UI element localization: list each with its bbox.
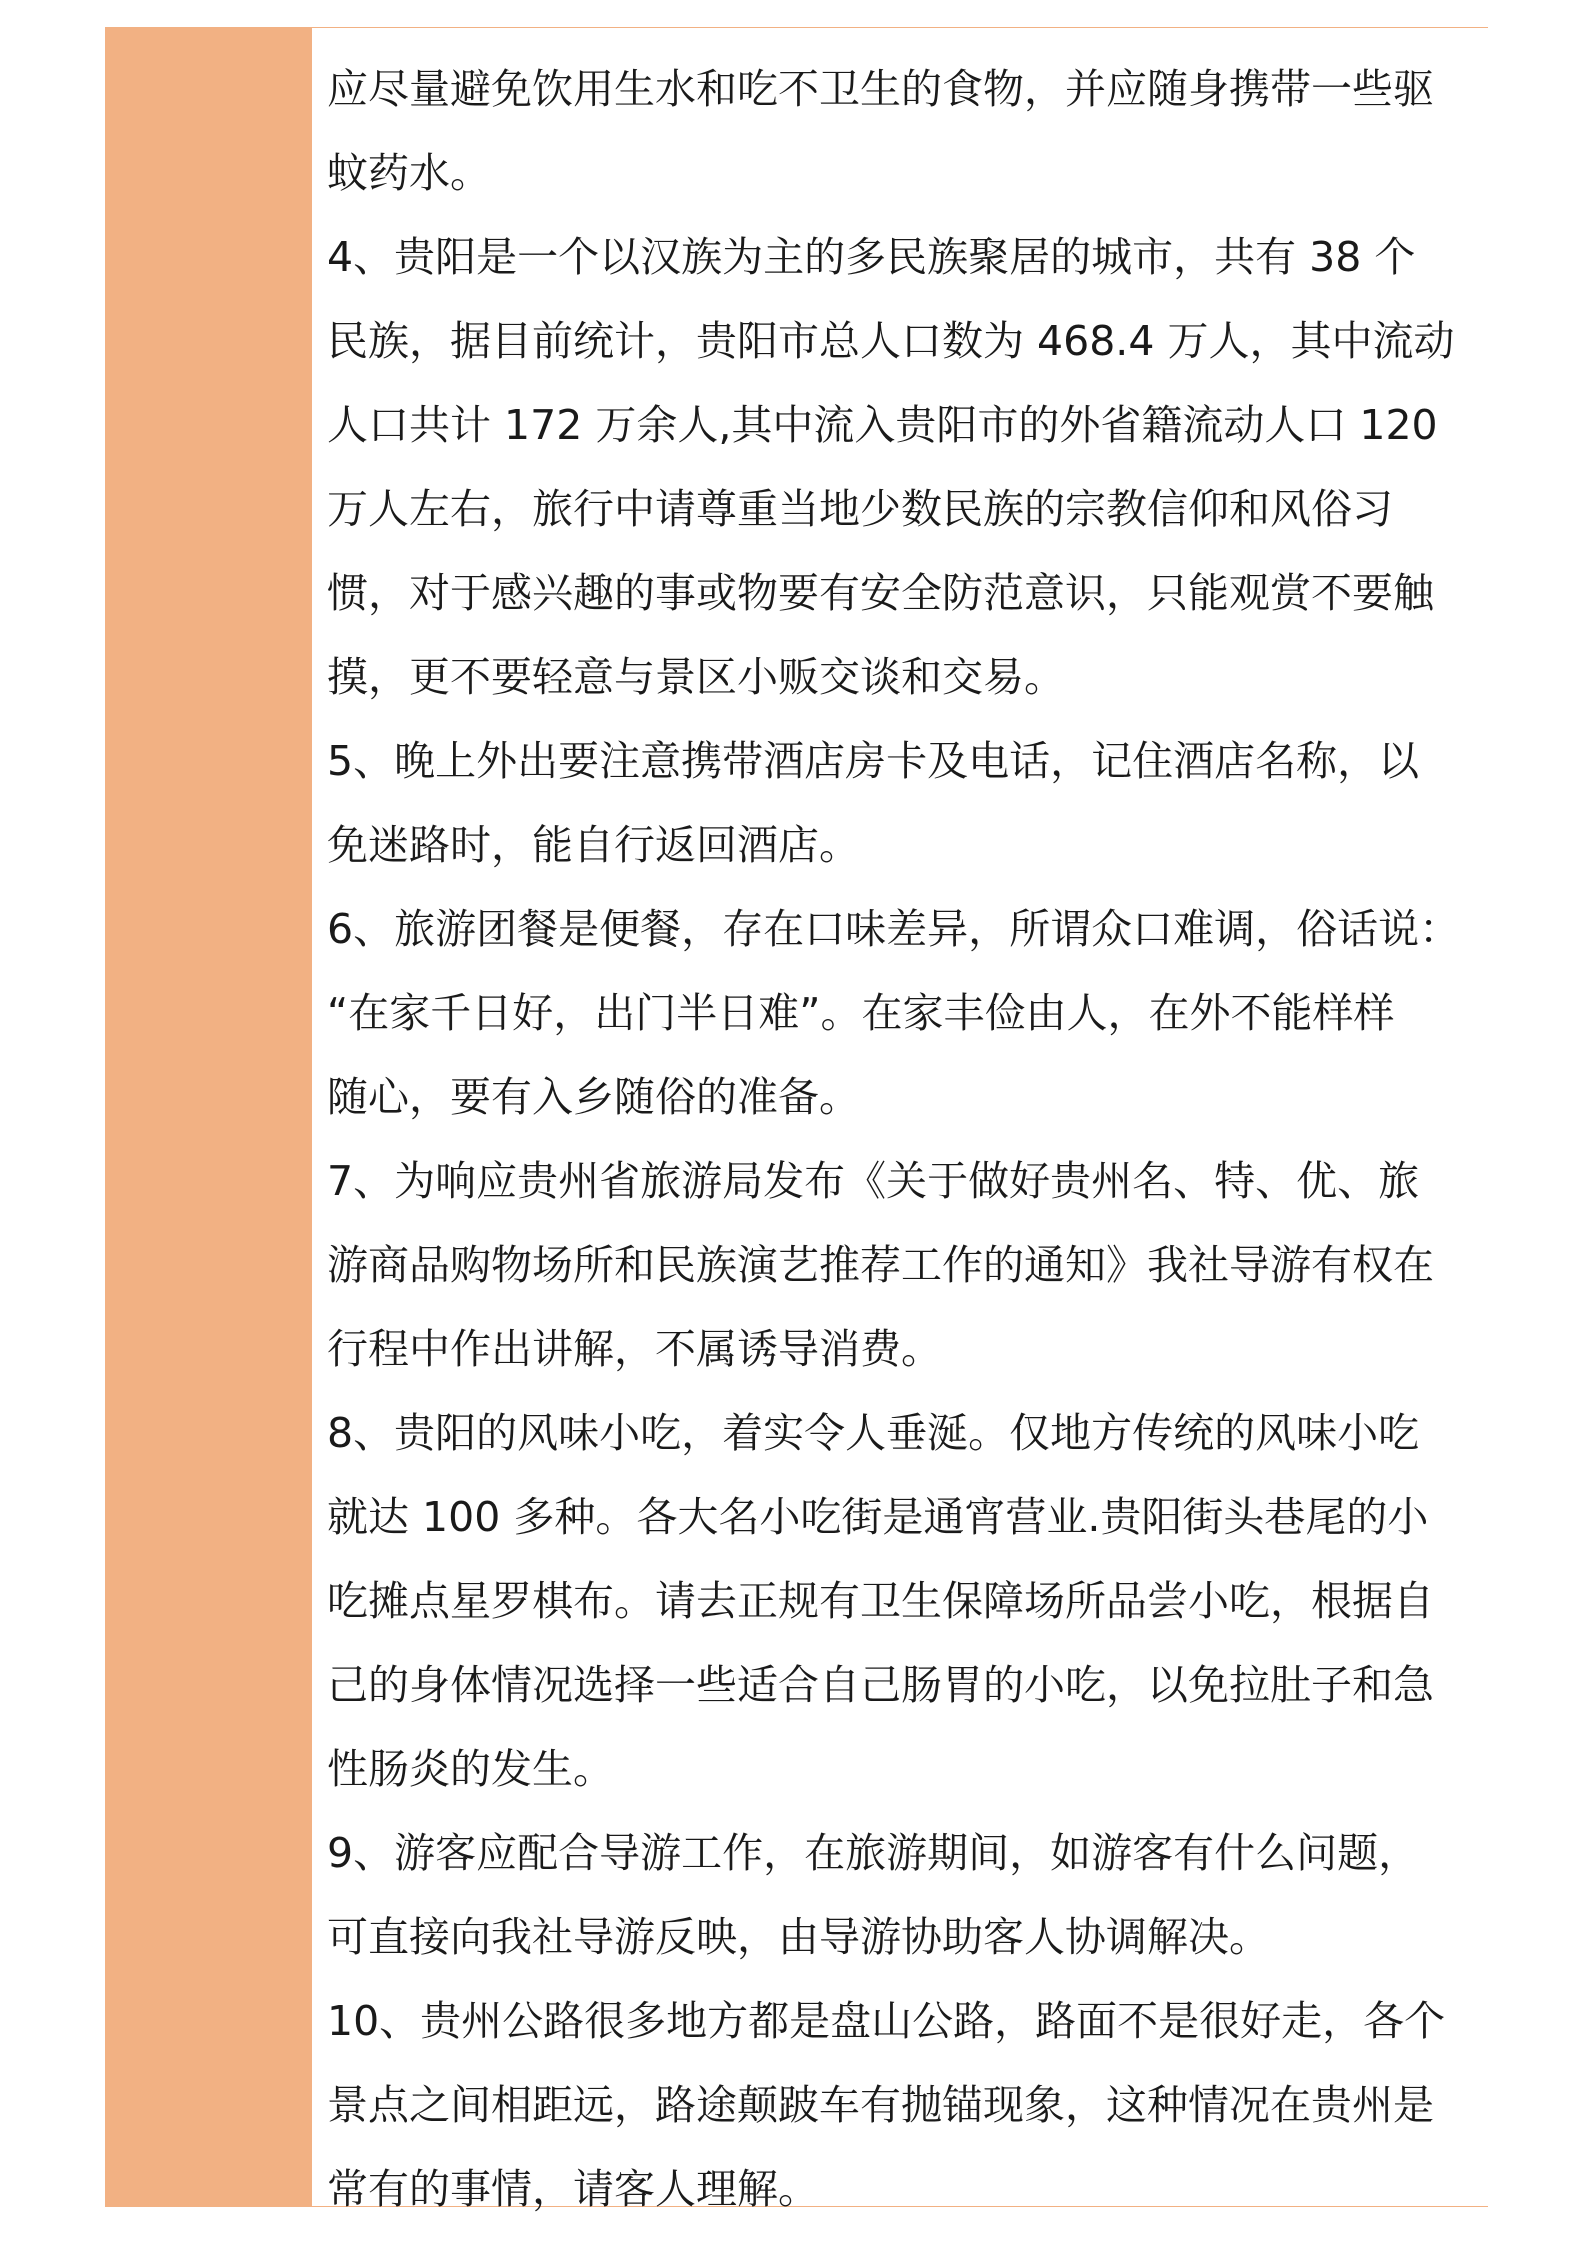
text-line: 4、贵阳是一个以汉族为主的多民族聚居的城市，共有 38 个 [327, 233, 1416, 281]
label-column-cell [105, 27, 312, 2207]
text-line: 10、贵州公路很多地方都是盘山公路，路面不是很好走，各个 [327, 1997, 1446, 2045]
text-line: 8、贵阳的风味小吃，着实令人垂涎。仅地方传统的风味小吃 [327, 1409, 1420, 1457]
text-line: 己的身体情况选择一些适合自己肠胃的小吃，以免拉肚子和急 [327, 1661, 1434, 1709]
text-line: 应尽量避免饮用生水和吃不卫生的食物，并应随身携带一些驱 [327, 65, 1434, 113]
text-line: 吃摊点星罗棋布。请去正规有卫生保障场所品尝小吃，根据自 [327, 1577, 1434, 1625]
text-line: 可直接向我社导游反映，由导游协助客人协调解决。 [327, 1913, 1270, 1961]
text-line: “在家千日好，出门半日难”。在家丰俭由人，在外不能样样 [327, 989, 1395, 1037]
text-line: 民族，据目前统计，贵阳市总人口数为 468.4 万人，其中流动 [327, 317, 1455, 365]
text-line: 惯，对于感兴趣的事或物要有安全防范意识，只能观赏不要触 [327, 569, 1434, 617]
text-line: 就达 100 多种。各大名小吃街是通宵营业.贵阳街头巷尾的小 [327, 1493, 1429, 1541]
text-line: 人口共计 172 万余人,其中流入贵阳市的外省籍流动人口 120 [327, 401, 1438, 449]
text-line: 5、晚上外出要注意携带酒店房卡及电话，记住酒店名称，以 [327, 737, 1420, 785]
text-line: 9、游客应配合导游工作，在旅游期间，如游客有什么问题， [327, 1829, 1420, 1877]
text-line: 蚊药水。 [327, 149, 491, 197]
text-line: 常有的事情，请客人理解。 [327, 2165, 819, 2213]
text-line: 摸，更不要轻意与景区小贩交谈和交易。 [327, 653, 1065, 701]
notes-table [105, 27, 1488, 2213]
text-line: 景点之间相距远，路途颠跛车有抛锚现象，这种情况在贵州是 [327, 2081, 1434, 2129]
text-line: 免迷路时，能自行返回酒店。 [327, 821, 860, 869]
text-line: 性肠炎的发生。 [327, 1745, 614, 1793]
notes-content [327, 47, 1475, 2231]
text-line: 行程中作出讲解，不属诱导消费。 [327, 1325, 942, 1373]
table-top-border [312, 27, 1488, 28]
text-line: 7、为响应贵州省旅游局发布《关于做好贵州名、特、优、旅 [327, 1157, 1420, 1205]
text-line: 万人左右，旅行中请尊重当地少数民族的宗教信仰和风俗习 [327, 485, 1393, 533]
text-line: 6、旅游团餐是便餐，存在口味差异，所谓众口难调，俗话说： [327, 905, 1461, 953]
text-line: 游商品购物场所和民族演艺推荐工作的通知》我社导游有权在 [327, 1241, 1434, 1289]
text-line: 随心，要有入乡随俗的准备。 [327, 1073, 860, 1121]
